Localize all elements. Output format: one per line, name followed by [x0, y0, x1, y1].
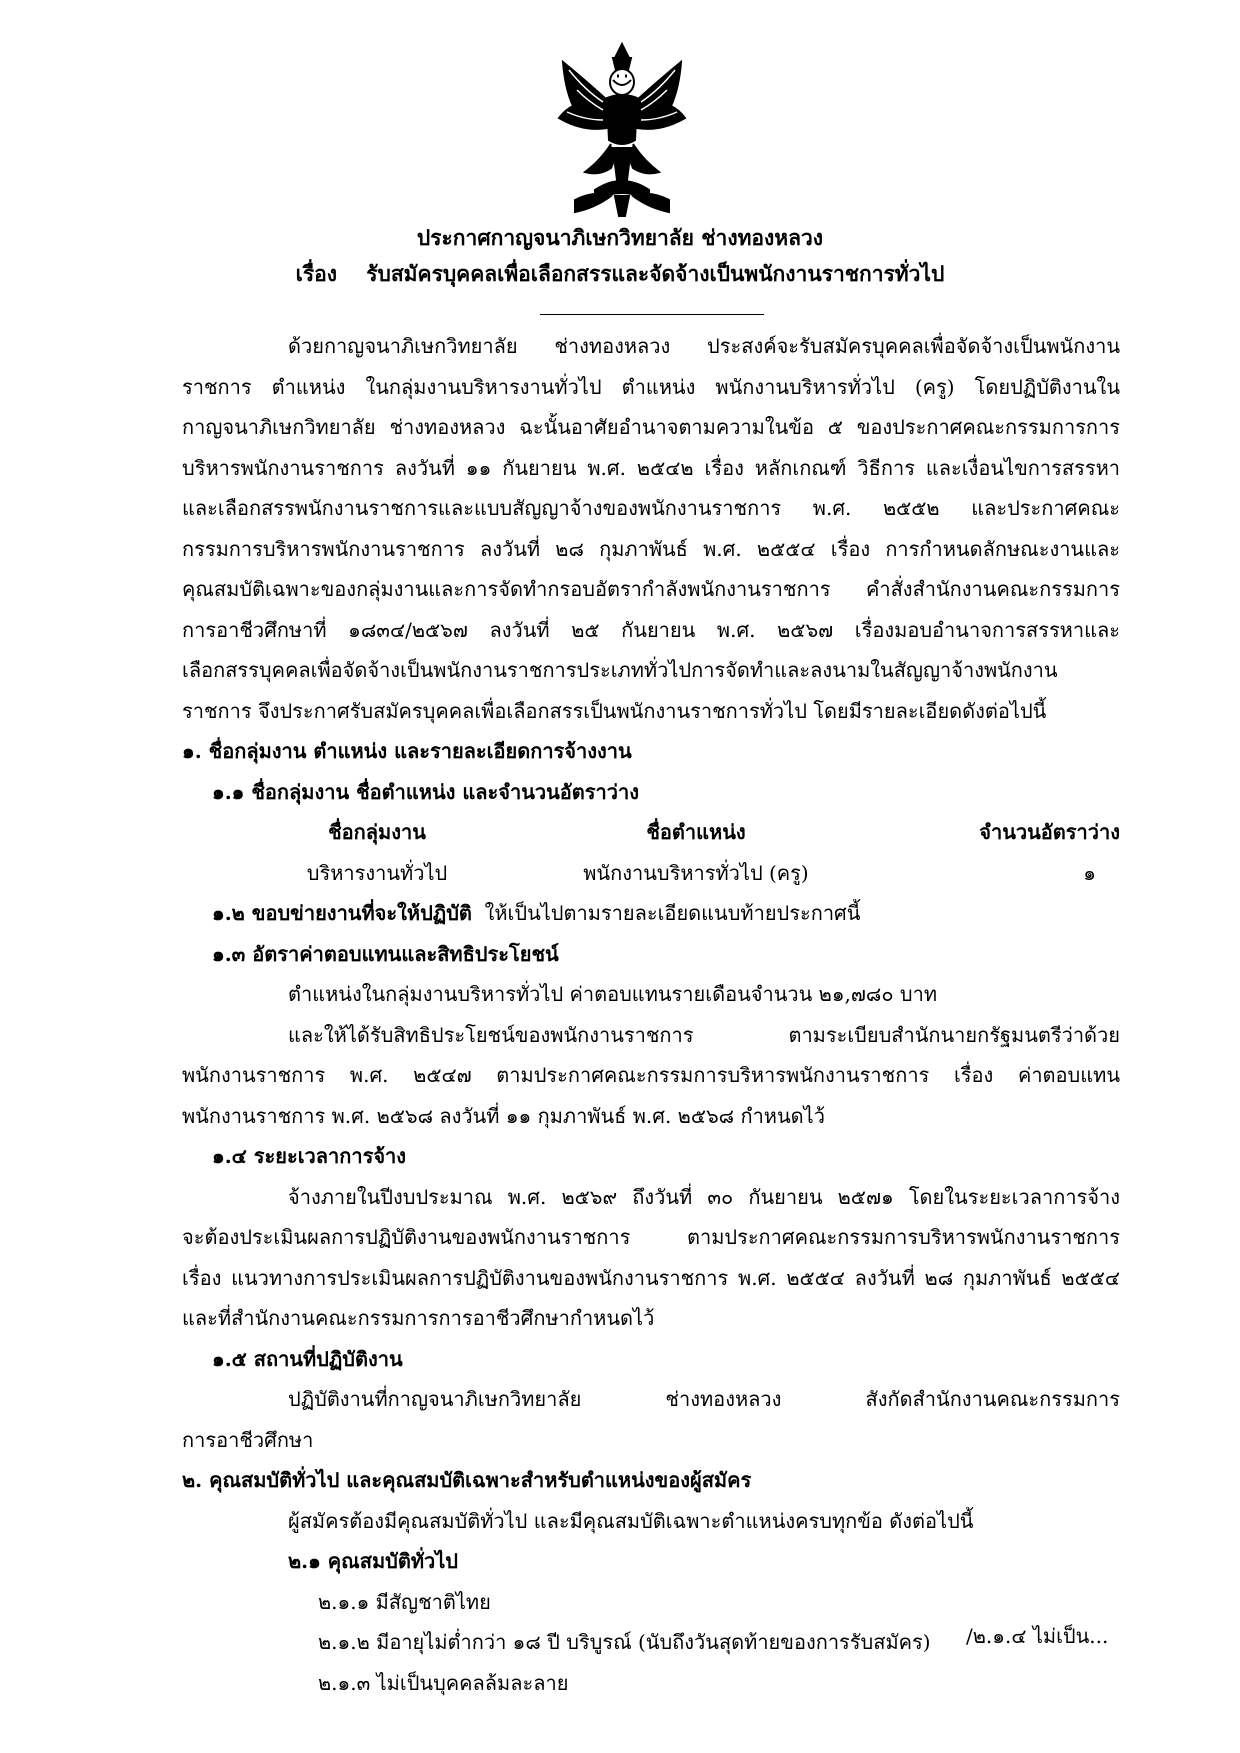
subject-label: เรื่อง	[295, 261, 337, 286]
intro-line: เลือกสรรบุคคลเพื่อจัดจ้างเป็นพนักงานราชการประเภททั่วไปการจัดทำและลงนามในสัญญาจ้างพนักงาน	[182, 658, 1058, 682]
section-1-4-line: จ้างภายในปีงบประมาณ พ.ศ. ๒๕๖๙ ถึงวันที่ ๓๐ กันยายน ๒๕๗๑ โดยในระยะเวลาการจ้าง	[288, 1184, 1120, 1209]
intro-line: กรรมการบริหารพนักงานราชการ ลงวันที่ ๒๘ กุมภาพันธ์ พ.ศ. ๒๕๕๔ เรื่อง การกำหนดลักษณะงานและ	[182, 536, 1120, 561]
title-divider	[540, 314, 764, 315]
section-1-1-heading: ๑.๑ ชื่อกลุ่มงาน ชื่อตำแหน่ง และจำนวนอัตราว่าง	[212, 779, 639, 804]
intro-paragraph	[182, 326, 1120, 731]
continuation-note: /๒.๑.๔ ไม่เป็น...	[966, 1624, 1109, 1648]
section-1-3-line: ตำแหน่งในกลุ่มงานบริหารทั่วไป ค่าตอบแทนรายเดือนจำนวน ๒๑,๗๘๐ บาท	[288, 982, 938, 1006]
section-2-heading: ๒. คุณสมบัติทั่วไป และคุณสมบัติเฉพาะสำหรับตำแหน่งของผู้สมัคร	[182, 1468, 752, 1492]
section-1-4-line: จะต้องประเมินผลการปฏิบัติงานของพนักงานราชการ ตามประกาศคณะกรรมการบริหารพนักงานราชการ	[182, 1225, 1120, 1249]
vacancy-table-header	[182, 812, 1120, 853]
cell-group: บริหารงานทั่วไป	[306, 860, 448, 885]
section-1-3-heading: ๑.๓ อัตราค่าตอบแทนและสิทธิประโยชน์	[212, 941, 559, 966]
section-1-2-heading: ๑.๒ ขอบข่ายงานที่จะให้ปฏิบัติ	[212, 901, 472, 925]
section-1-3-line: และให้ได้รับสิทธิประโยชน์ของพนักงานราชการ ตามระเบียบสำนักนายกรัฐมนตรีว่าด้วย	[288, 1022, 1120, 1047]
qualification-item: ๒.๑.๑ มีสัญชาติไทย	[318, 1589, 491, 1614]
intro-line: ราชการ ตำแหน่ง ในกลุ่มงานบริหารงานทั่วไป ตำแหน่ง พนักงานบริหารทั่วไป (ครู) โดยปฏิบัติงานใน	[182, 374, 1120, 399]
vacancy-table-row	[182, 853, 1120, 894]
qualification-item: ๒.๑.๒ มีอายุไม่ต่ำกว่า ๑๘ ปี บริบูรณ์ (นับถึงวันสุดท้ายของการรับสมัคร)	[318, 1630, 931, 1654]
cell-vacancies: ๑	[1083, 860, 1096, 885]
section-1-4-line: และที่สำนักงานคณะกรรมการการอาชีวศึกษากำหนดไว้	[182, 1306, 655, 1330]
intro-line: และเลือกสรรพนักงานราชการและแบบสัญญาจ้างของพนักงานราชการ พ.ศ. ๒๕๕๒ และประกาศคณะ	[182, 496, 1120, 520]
announcement-subject	[0, 258, 1240, 291]
col-header-position: ชื่อตำแหน่ง	[646, 820, 746, 844]
section-1-3-line: พนักงานราชการ พ.ศ. ๒๕๖๘ ลงวันที่ ๑๑ กุมภาพันธ์ พ.ศ. ๒๕๖๘ กำหนดไว้	[182, 1103, 825, 1128]
subject-text: รับสมัครบุคคลเพื่อเลือกสรรและจัดจ้างเป็นพนักงานราชการทั่วไป	[366, 261, 945, 286]
garuda-emblem-icon	[555, 40, 689, 218]
intro-line: บริหารพนักงานราชการ ลงวันที่ ๑๑ กันยายน พ.ศ. ๒๕๔๒ เรื่อง หลักเกณฑ์ วิธีการ และเงื่อนไขการสรรหา	[182, 455, 1120, 480]
intro-line: การอาชีวศึกษาที่ ๑๘๓๔/๒๕๖๗ ลงวันที่ ๒๕ กันยายน พ.ศ. ๒๕๖๗ เรื่องมอบอำนาจการสรรหาและ	[182, 617, 1120, 642]
section-1-2	[182, 893, 1120, 934]
col-header-vacancies: จำนวนอัตราว่าง	[979, 820, 1120, 844]
intro-line: ด้วยกาญจนาภิเษกวิทยาลัย ช่างทองหลวง ประสงค์จะรับสมัครบุคคลเพื่อจัดจ้างเป็นพนักงาน	[288, 334, 1120, 358]
col-header-group: ชื่อกลุ่มงาน	[328, 820, 426, 844]
intro-line: ราชการ จึงประกาศรับสมัครบุคคลเพื่อเลือกสรรเป็นพนักงานราชการทั่วไป โดยมีรายละเอียดดังต่อไปนี้	[182, 698, 1047, 723]
cell-position: พนักงานบริหารทั่วไป (ครู)	[583, 860, 809, 885]
section-1-2-text: ให้เป็นไปตามรายละเอียดแนบท้ายประกาศนี้	[484, 901, 861, 925]
section-1-3-line: พนักงานราชการ พ.ศ. ๒๕๔๗ ตามประกาศคณะกรรมการบริหารพนักงานราชการ เรื่อง ค่าตอบแทน	[182, 1063, 1120, 1087]
section-1-5-line: การอาชีวศึกษา	[182, 1427, 314, 1452]
section-1-5-heading: ๑.๕ สถานที่ปฏิบัติงาน	[212, 1346, 403, 1371]
intro-line: กาญจนาภิเษกวิทยาลัย ช่างทองหลวง ฉะนั้นอาศัยอำนาจตามความในข้อ ๕ ของประกาศคณะกรรมการการ	[182, 415, 1120, 439]
section-2-intro: ผู้สมัครต้องมีคุณสมบัติทั่วไป และมีคุณสมบัติเฉพาะตำแหน่งครบทุกข้อ ดังต่อไปนี้	[288, 1508, 974, 1533]
section-1-4-line: เรื่อง แนวทางการประเมินผลการปฏิบัติงานของพนักงานราชการ พ.ศ. ๒๕๕๔ ลงวันที่ ๒๘ กุมภาพันธ์ ๒๕๕๔	[182, 1265, 1121, 1290]
intro-line: คุณสมบัติเฉพาะของกลุ่มงานและการจัดทำกรอบอัตรากำลังพนักงานราชการ คำสั่งสำนักงานคณะกรรมการ	[182, 577, 1120, 601]
section-1-4-heading: ๑.๔ ระยะเวลาการจ้าง	[212, 1144, 407, 1168]
qualification-item: ๒.๑.๓ ไม่เป็นบุคคลล้มละลาย	[318, 1670, 569, 1695]
section-2-1-heading: ๒.๑ คุณสมบัติทั่วไป	[288, 1549, 458, 1573]
section-1-5-line: ปฏิบัติงานที่กาญจนาภิเษกวิทยาลัย ช่างทองหลวง สังกัดสำนักงานคณะกรรมการ	[288, 1387, 1120, 1411]
section-1-heading: ๑. ชื่อกลุ่มงาน ตำแหน่ง และรายละเอียดการจ้างงาน	[182, 739, 632, 763]
announcement-title: ประกาศกาญจนาภิเษกวิทยาลัย ช่างทองหลวง	[416, 225, 824, 250]
document-body	[182, 326, 1120, 1703]
